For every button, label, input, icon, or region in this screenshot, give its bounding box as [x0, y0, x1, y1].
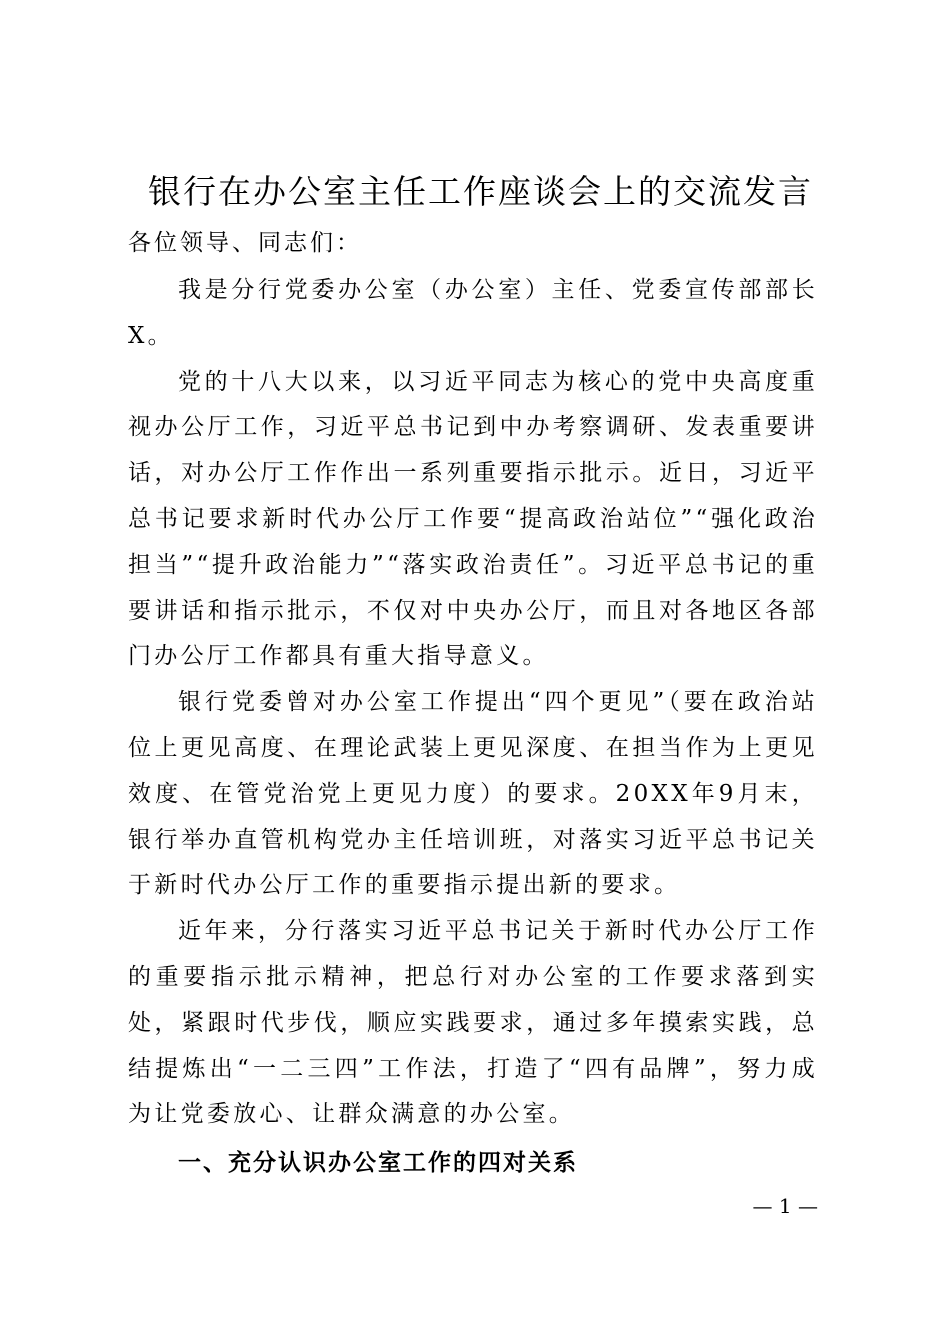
paragraph: 银行党委曾对办公室工作提出“四个更见”（要在政治站位上更见高度、在理论武装上更见深度、在担当作为上更见效度、在管党治党上更见力度）的要求。20XX年9月末，银行举办直管机构党办主任培训班，对落实习近平总书记关于新时代办公厅工作的重要指示提出新的要求。	[128, 689, 818, 899]
salutation: 各位领导、同志们：	[128, 230, 362, 256]
paragraph: 近年来，分行落实习近平总书记关于新时代办公厅工作的重要指示批示精神，把总行对办公室的工作要求落到实处，紧跟时代步伐，顺应实践要求，通过多年摸索实践，总结提炼出“一二三四”工作法，打造了“四有品牌”，努力成为让党委放心、让群众满意的办公室。	[128, 918, 818, 1128]
paragraph: 我是分行党委办公室（办公室）主任、党委宣传部部长X。	[128, 277, 818, 349]
section-heading: 一、充分认识办公室工作的四对关系	[178, 1150, 578, 1176]
document-body	[128, 268, 818, 1138]
document-title: 银行在办公室主任工作座谈会上的交流发言	[148, 172, 813, 211]
paragraph: 党的十八大以来，以习近平同志为核心的党中央高度重视办公厅工作，习近平总书记到中办考察调研、发表重要讲话，对办公厅工作作出一系列重要指示批示。近日，习近平总书记要求新时代办公厅工作要“提高政治站位”“强化政治担当”“提升政治能力”“落实政治责任”。习近平总书记的重要讲话和指示批示，不仅对中央办公厅，而且对各地区各部门办公厅工作都具有重大指导意义。	[128, 368, 818, 670]
page-number: — 1 —	[752, 1194, 818, 1218]
